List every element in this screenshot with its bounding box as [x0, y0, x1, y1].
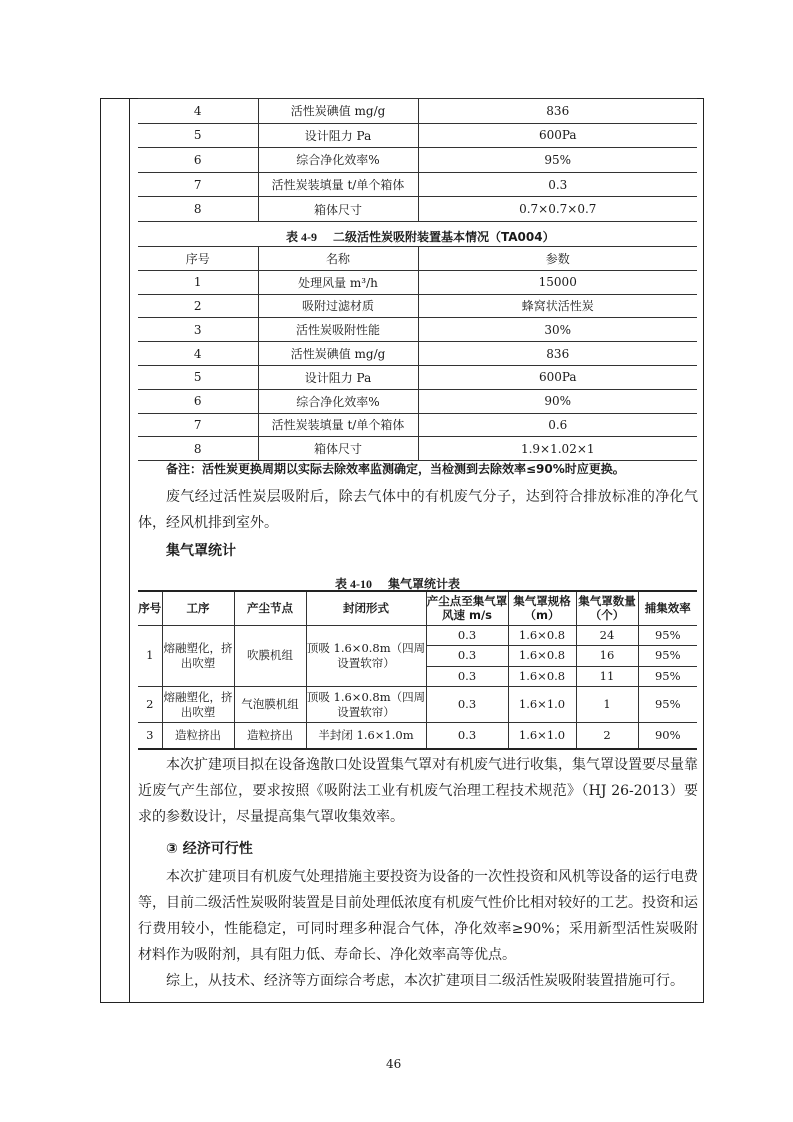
- paragraph: 综上，从技术、经济等方面综合考虑，本次扩建项目二级活性炭吸附装置措施可行。: [166, 973, 684, 989]
- cell-spec: 1.6×0.8: [508, 646, 576, 667]
- table-row: [138, 294, 697, 318]
- cell-no: 4: [138, 99, 258, 124]
- cell-no: 7: [138, 172, 258, 197]
- cell-node: 气泡膜机组: [234, 687, 306, 723]
- cell-process: 熔融塑化，挤出吹塑: [162, 625, 234, 687]
- header-enclosure: 封闭形式: [306, 591, 426, 625]
- paragraph: 本次扩建项目有机废气处理措施主要投资为设备的一次性投资和风机等设备的运行电费等，目前二级活性炭吸附装置是目前处理低浓度有机废气性价比相对较好的工艺。投资和运行费用较小，性能稳定，可同时理多种混合气体，净化效率≥90%；采用新型活性炭吸附材料作为吸附剂，具有阻力低、寿命长、净化效率高等优点。: [138, 869, 698, 963]
- cell-value: 90%: [418, 389, 697, 413]
- header-no: 序号: [138, 247, 258, 271]
- cell-value: 836: [418, 342, 697, 366]
- cell-speed: 0.3: [426, 687, 508, 723]
- table-row: [138, 342, 697, 366]
- cell-speed: 0.3: [426, 666, 508, 687]
- cell-enclosure: 顶吸 1.6×0.8m（四周设置软帘）: [306, 625, 426, 687]
- cell-name: 综合净化效率%: [258, 389, 418, 413]
- table-row: [138, 625, 697, 646]
- cell-count: 24: [576, 625, 638, 646]
- cell-enclosure: 半封闭 1.6×1.0m: [306, 723, 426, 749]
- cell-no: 6: [138, 389, 258, 413]
- cell-enclosure: 顶吸 1.6×0.8m（四周设置软帘）: [306, 687, 426, 723]
- cell-name: 设计阻力 Pa: [258, 365, 418, 389]
- cell-value: 30%: [418, 318, 697, 342]
- cell-no: 7: [138, 413, 258, 437]
- cell-value: 15000: [418, 270, 697, 294]
- cell-no: 4: [138, 342, 258, 366]
- cell-count: 16: [576, 646, 638, 667]
- header-speed: 产尘点至集气罩风速 m/s: [426, 591, 508, 625]
- table-row: [138, 318, 697, 342]
- cell-name: 箱体尺寸: [258, 197, 418, 222]
- cell-name: 活性炭吸附性能: [258, 318, 418, 342]
- cell-value: 95%: [418, 148, 697, 173]
- table-row: [138, 123, 697, 148]
- caption-title: 集气罩统计表: [388, 577, 461, 591]
- cell-no: 3: [138, 318, 258, 342]
- cell-count: 11: [576, 666, 638, 687]
- cell-value: 0.6: [418, 413, 697, 437]
- cell-value: 1.9×1.02×1: [418, 437, 697, 461]
- table-header-row: [138, 247, 697, 271]
- page-number: 46: [386, 1057, 402, 1071]
- frame-divider: [129, 98, 130, 1003]
- cell-value: 836: [418, 99, 697, 124]
- cell-value: 600Pa: [418, 365, 697, 389]
- header-spec: 集气罩规格（m）: [508, 591, 576, 625]
- cell-no: 8: [138, 437, 258, 461]
- table-continued: [138, 98, 697, 222]
- table-4-9-caption: [286, 228, 555, 245]
- cell-no: 3: [138, 723, 162, 749]
- cell-name: 活性炭装填量 t/单个箱体: [258, 413, 418, 437]
- cell-name: 处理风量 m³/h: [258, 270, 418, 294]
- header-process: 工序: [162, 591, 234, 625]
- table-row: [138, 365, 697, 389]
- table-header-row: [138, 591, 697, 625]
- caption-number: 表 4-10: [335, 577, 372, 591]
- table-row: [138, 99, 697, 124]
- cell-count: 2: [576, 723, 638, 749]
- cell-name: 吸附过滤材质: [258, 294, 418, 318]
- header-value: 参数: [418, 247, 697, 271]
- cell-node: 吹膜机组: [234, 625, 306, 687]
- table-row: [138, 437, 697, 461]
- header-no: 序号: [138, 591, 162, 625]
- header-node: 产尘节点: [234, 591, 306, 625]
- cell-name: 活性炭碘值 mg/g: [258, 342, 418, 366]
- table-row: [138, 148, 697, 173]
- cell-name: 活性炭装填量 t/单个箱体: [258, 172, 418, 197]
- cell-value: 0.7×0.7×0.7: [418, 197, 697, 222]
- cell-no: 1: [138, 625, 162, 687]
- table-row: [138, 413, 697, 437]
- cell-node: 造粒挤出: [234, 723, 306, 749]
- cell-name: 设计阻力 Pa: [258, 123, 418, 148]
- cell-value: 0.3: [418, 172, 697, 197]
- header-count: 集气罩数量（个）: [576, 591, 638, 625]
- table-row: [138, 389, 697, 413]
- table-row: [138, 270, 697, 294]
- cell-process: 造粒挤出: [162, 723, 234, 749]
- cell-process: 熔融塑化，挤出吹塑: [162, 687, 234, 723]
- cell-spec: 1.6×0.8: [508, 625, 576, 646]
- table-row: [138, 687, 697, 723]
- cell-spec: 1.6×1.0: [508, 723, 576, 749]
- cell-efficiency: 95%: [638, 687, 697, 723]
- section-heading: 集气罩统计: [166, 543, 236, 559]
- cell-efficiency: 95%: [638, 666, 697, 687]
- header-efficiency: 捕集效率: [638, 591, 697, 625]
- section-heading: ③ 经济可行性: [166, 841, 253, 857]
- cell-no: 2: [138, 687, 162, 723]
- cell-no: 6: [138, 148, 258, 173]
- cell-spec: 1.6×1.0: [508, 687, 576, 723]
- cell-value: 600Pa: [418, 123, 697, 148]
- table-note: 备注：活性炭更换周期以实际去除效率监测确定，当检测到去除效率≤90%时应更换。: [166, 462, 625, 476]
- cell-name: 活性炭碘值 mg/g: [258, 99, 418, 124]
- table-row: [138, 723, 697, 749]
- cell-speed: 0.3: [426, 723, 508, 749]
- cell-no: 5: [138, 123, 258, 148]
- cell-efficiency: 90%: [638, 723, 697, 749]
- cell-no: 1: [138, 270, 258, 294]
- cell-count: 1: [576, 687, 638, 723]
- cell-efficiency: 95%: [638, 625, 697, 646]
- cell-no: 2: [138, 294, 258, 318]
- cell-efficiency: 95%: [638, 646, 697, 667]
- cell-spec: 1.6×0.8: [508, 666, 576, 687]
- cell-value: 蜂窝状活性炭: [418, 294, 697, 318]
- table-row: [138, 172, 697, 197]
- caption-title: 二级活性炭吸附装置基本情况（TA004）: [333, 230, 555, 244]
- header-name: 名称: [258, 247, 418, 271]
- cell-speed: 0.3: [426, 646, 508, 667]
- table-row: [138, 197, 697, 222]
- cell-speed: 0.3: [426, 625, 508, 646]
- paragraph: 废气经过活性炭层吸附后，除去气体中的有机废气分子，达到符合排放标准的净化气体，经风机排到室外。: [138, 489, 698, 531]
- paragraph: 本次扩建项目拟在设备逸散口处设置集气罩对有机废气进行收集，集气罩设置要尽量靠近废气产生部位，要求按照《吸附法工业有机废气治理工程技术规范》（HJ 26-2013）要求的参数设计，尽量提高集气罩收集效率。: [138, 757, 698, 825]
- cell-no: 5: [138, 365, 258, 389]
- cell-name: 综合净化效率%: [258, 148, 418, 173]
- caption-number: 表 4-9: [286, 230, 317, 244]
- cell-no: 8: [138, 197, 258, 222]
- table-4-10: [138, 590, 697, 750]
- cell-name: 箱体尺寸: [258, 437, 418, 461]
- table-4-9: [138, 246, 697, 461]
